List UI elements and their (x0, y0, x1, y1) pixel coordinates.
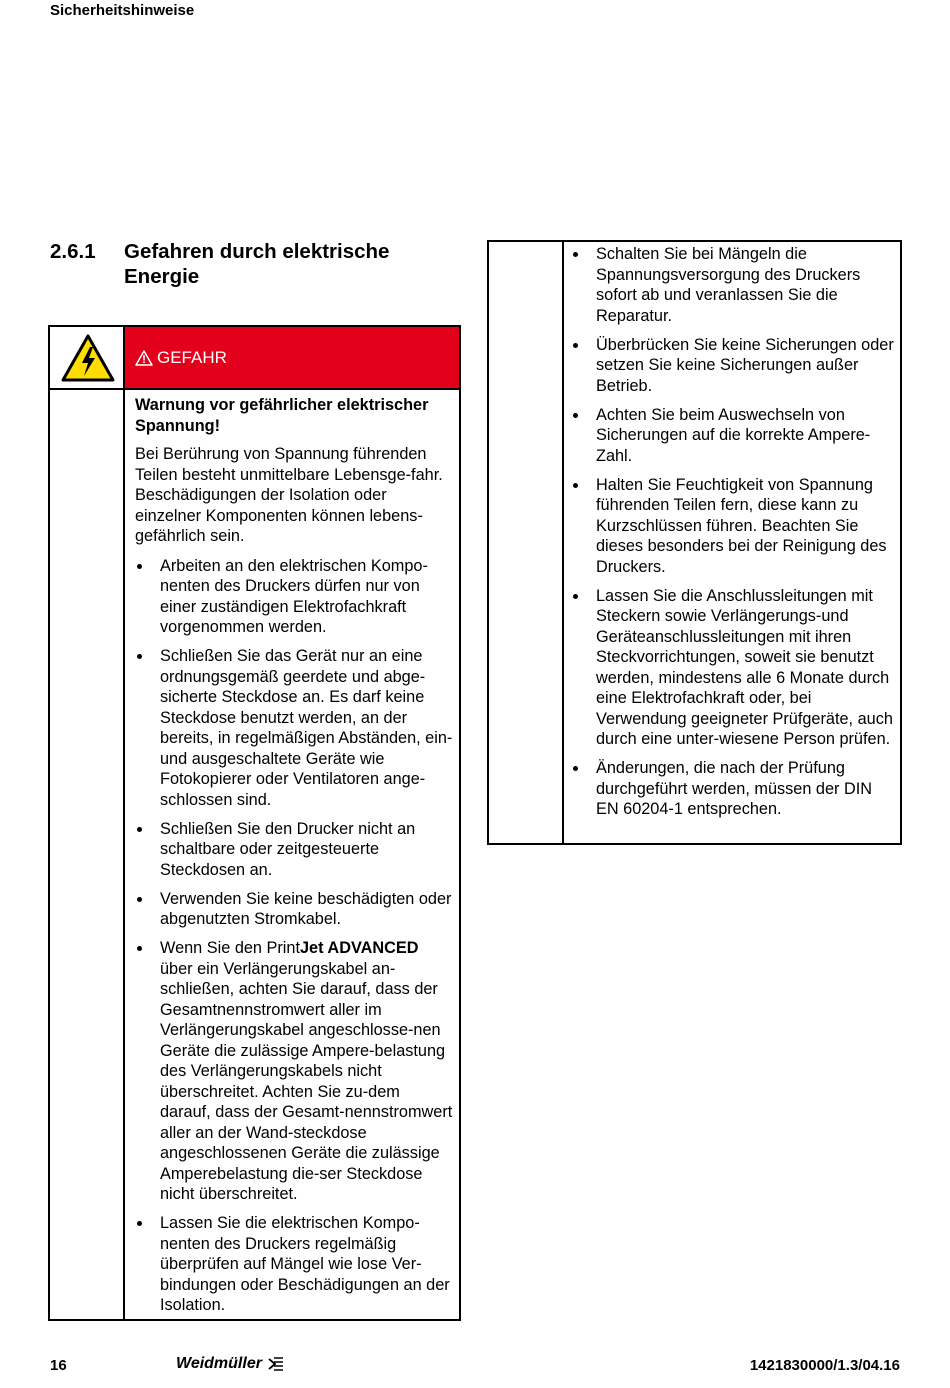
list-item: Änderungen, die nach der Prüfung durchgeführt werden, müssen der DIN EN 60204-1 entsprechen. (571, 758, 896, 820)
product-name: Jet ADVANCED (299, 939, 419, 957)
danger-notice-box (48, 325, 461, 1321)
list-item: Überbrücken Sie keine Sicherungen oder setzen Sie keine Sicherungen außer Betrieb. (571, 335, 896, 397)
document-id: 1421830000/1.3/04.16 (749, 1357, 900, 1374)
list-item: Schließen Sie das Gerät nur an eine ordnungsgemäß geerdete und abge-sicherte Steckdose an. Es darf keine Steckdose benutzt werden, an der bereits, in regelmäßigen Abständen, ein- und ausgeschaltete Geräte wie Fotokopierer oder Ventilatoren ange-schlossen sind. (135, 646, 453, 810)
list-item: Achten Sie beim Auswechseln von Sicherungen auf die korrekte Ampere-Zahl. (571, 405, 896, 467)
list-item: Schalten Sie bei Mängeln die Spannungsversorgung des Druckers sofort ab und veranlassen Sie die Reparatur. (571, 244, 896, 326)
column-divider (562, 242, 564, 843)
icon-cell (50, 327, 125, 390)
warning-intro: Bei Berührung von Spannung führenden Teilen besteht unmittelbare Lebensge-fahr. Beschädigungen der Isolation oder einzelner Komponenten können lebens-gefährlich sein. (135, 445, 443, 545)
warning-lead: Warnung vor gefährlicher elektrischer Spannung! (135, 396, 429, 435)
danger-banner (125, 327, 459, 390)
section-title: Gefahren durch elektrische Energie (124, 240, 390, 288)
safety-list-continued (571, 244, 896, 820)
section-number: 2.6.1 (50, 240, 96, 263)
list-item (135, 938, 453, 1205)
safety-list (135, 556, 453, 1316)
high-voltage-warning-icon (61, 334, 115, 382)
bullet-text: Wenn Sie den Print (160, 939, 300, 957)
bullet-text: über ein Verlängerungskabel an-schließen, achten Sie darauf, dass der Gesamtnennstromwert aller im Verlängerungskabel angeschlosse-nen Geräte die zulässige Ampere-belastung des Verlängerungskabels nicht überschreitet. Achten Sie zu-dem darauf, dass der Gesamt-nennstromwert aller an der Wand-steckdose angeschlossenen Geräte die zulässige Amperebelastung die-ser Steckdose nicht überschreitet. (160, 959, 453, 1203)
running-header: Sicherheitshinweise (50, 2, 195, 19)
continued-body (571, 244, 896, 828)
list-item: Schließen Sie den Drucker nicht an schaltbare oder zeitgesteuerte Steckdosen an. (135, 819, 453, 881)
page-number: 16 (50, 1357, 67, 1374)
icon-column (50, 327, 125, 1319)
brand-logo (176, 1355, 284, 1373)
brand-name: Weidmüller (176, 1355, 262, 1372)
list-item: Lassen Sie die elektrischen Kompo-nenten des Druckers regelmäßig überprüfen auf Mängel wie lose Ver-bindungen oder Beschädigungen an der Isolation. (135, 1213, 453, 1316)
warning-triangle-icon (135, 350, 153, 366)
danger-label: GEFAHR (157, 347, 227, 367)
danger-notice-continued-box (487, 240, 902, 845)
list-item: Halten Sie Feuchtigkeit von Spannung führenden Teilen fern, diese kann zu Kurzschlüssen führen. Beachten Sie dieses besonders bei der Reinigung des Druckers. (571, 475, 896, 578)
list-item: Verwenden Sie keine beschädigten oder abgenutzten Stromkabel. (135, 889, 453, 930)
list-item: Arbeiten an den elektrischen Kompo-nenten des Druckers dürfen nur von einer zuständigen Elektrofachkraft vorgenommen werden. (135, 556, 453, 638)
brand-mark-icon (268, 1357, 284, 1371)
list-item: Lassen Sie die Anschlussleitungen mit Steckern sowie Verlängerungs-und Geräteanschlussleitungen mit ihren Steckvorrichtungen, soweit sie benutzt werden, mindestens alle 6 Monate durch eine Elektrofachkraft oder, bei Verwendung geeigneter Prüfgeräte, auch durch eine unter-wiesene Person prüfen. (571, 586, 896, 750)
danger-body (135, 395, 453, 1324)
